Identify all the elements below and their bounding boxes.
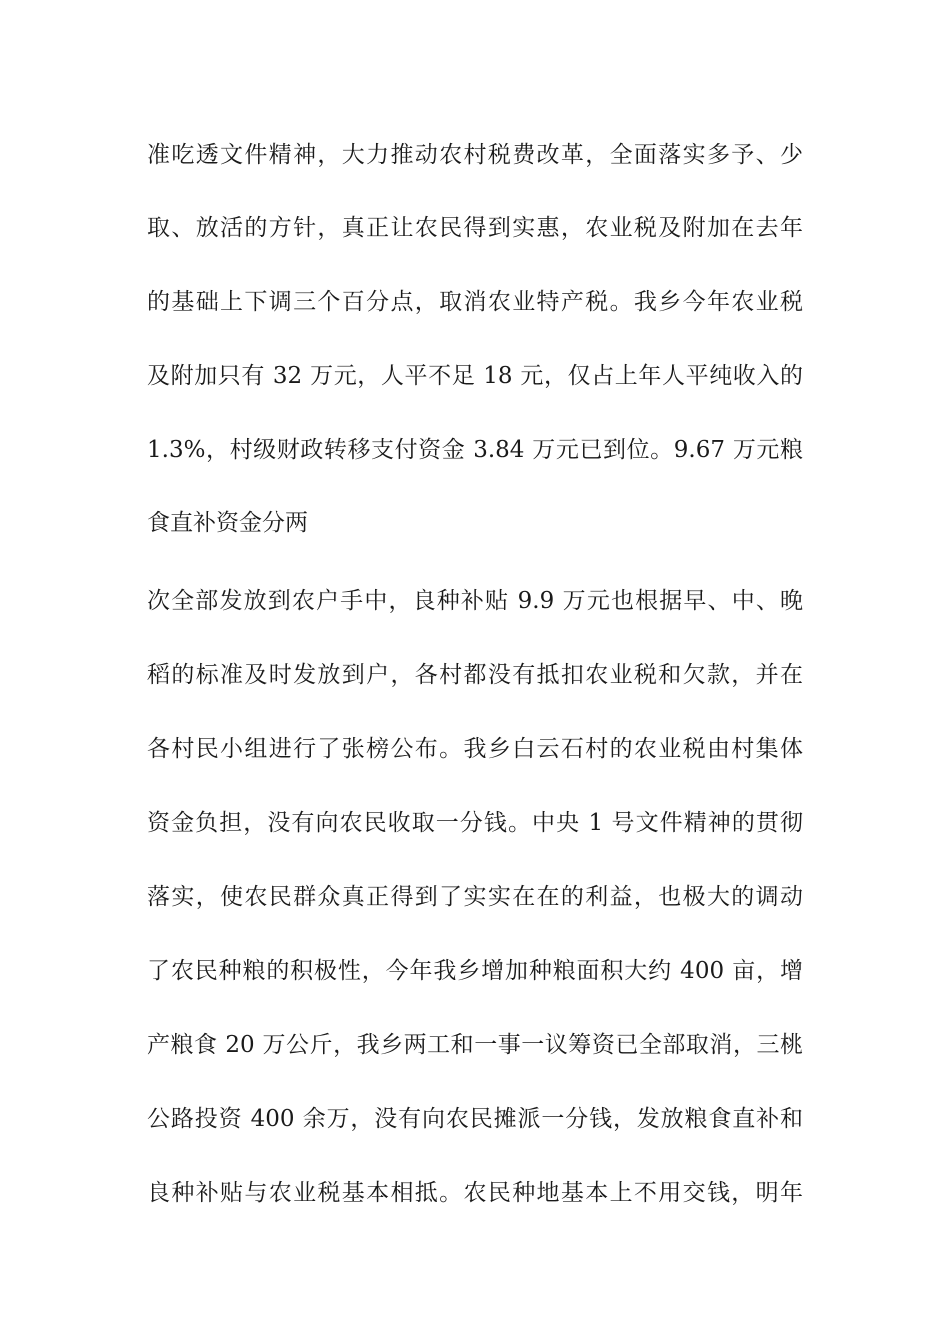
text-line: 公路投资 400 余万，没有向农民摊派一分钱，发放粮食直补和 — [147, 1106, 803, 1132]
text-line: 食直补资金分两 — [147, 510, 308, 536]
text-line: 了农民种粮的积极性，今年我乡增加种粮面积大约 400 亩，增 — [147, 958, 803, 984]
text-line: 的基础上下调三个百分点，取消农业特产税。我乡今年农业税 — [147, 289, 803, 315]
text-line: 各村民小组进行了张榜公布。我乡白云石村的农业税由村集体 — [147, 736, 803, 762]
text-line: 次全部发放到农户手中，良种补贴 9.9 万元也根据早、中、晚 — [147, 588, 803, 614]
text-line: 及附加只有 32 万元，人平不足 18 元，仅占上年人平纯收入的 — [147, 363, 803, 389]
text-line: 产粮食 20 万公斤，我乡两工和一事一议筹资已全部取消，三桃 — [147, 1032, 803, 1058]
text-line: 良种补贴与农业税基本相抵。农民种地基本上不用交钱，明年 — [147, 1180, 803, 1206]
text-line: 稻的标准及时发放到户，各村都没有抵扣农业税和欠款，并在 — [147, 662, 803, 688]
text-line: 准吃透文件精神，大力推动农村税费改革，全面落实多予、少 — [147, 142, 803, 168]
text-line: 1.3%，村级财政转移支付资金 3.84 万元已到位。9.67 万元粮 — [147, 437, 803, 463]
text-line: 取、放活的方针，真正让农民得到实惠，农业税及附加在去年 — [147, 215, 803, 241]
text-line: 资金负担，没有向农民收取一分钱。中央 1 号文件精神的贯彻 — [147, 810, 803, 836]
text-line: 落实，使农民群众真正得到了实实在在的利益，也极大的调动 — [147, 884, 803, 910]
